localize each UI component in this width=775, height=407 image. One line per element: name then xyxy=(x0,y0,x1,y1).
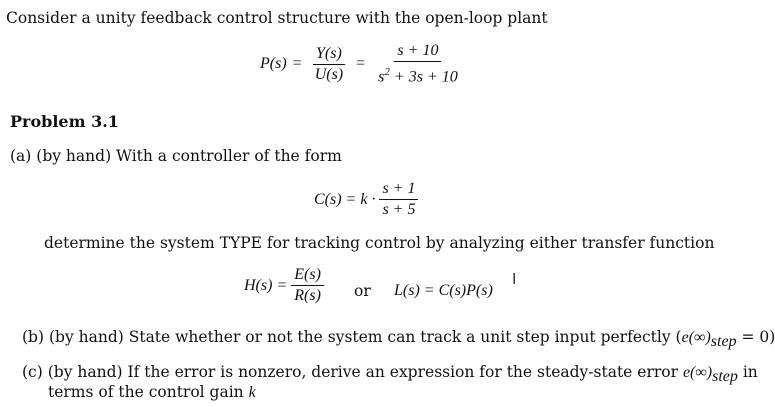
part-b-tail: = 0) xyxy=(736,328,775,346)
intro-text: Consider a unity feedback control structure with the open-loop plant xyxy=(6,9,548,27)
part-c-tail: in xyxy=(737,363,758,381)
controller-den: s + 5 xyxy=(382,201,416,218)
plant-equation xyxy=(260,42,465,86)
plant-equals-1: = xyxy=(292,55,302,73)
l-equation: L(s) = C(s)P(s) xyxy=(394,282,493,299)
plant-equals-2: = xyxy=(356,55,366,73)
plant-frac1-den: U(s) xyxy=(314,65,344,83)
part-c-gain: k xyxy=(248,384,256,401)
part-c-line-2 xyxy=(48,382,256,403)
determine-text: determine the system TYPE for tracking control by analyzing either transfer function xyxy=(44,234,715,252)
text-cursor-icon: I xyxy=(512,270,517,288)
controller-equation xyxy=(314,180,422,219)
part-b-label: (b) xyxy=(22,328,45,346)
part-a-line xyxy=(10,146,342,166)
plant-lhs: P(s) xyxy=(260,55,287,73)
plant-fraction-yu xyxy=(312,45,346,84)
part-c-sub: step xyxy=(712,368,738,386)
plant-frac1-num: Y(s) xyxy=(313,45,345,65)
plant-frac2-num: s + 10 xyxy=(394,42,441,62)
problem-heading: Problem 3.1 xyxy=(10,112,119,131)
controller-num: s + 1 xyxy=(379,180,418,200)
h-lhs: H(s) = xyxy=(244,276,288,294)
plant-fraction-poly xyxy=(375,42,461,86)
part-a-text: (by hand) With a controller of the form xyxy=(36,147,342,165)
part-c-math: e(∞) xyxy=(682,364,713,381)
part-c-text: (by hand) If the error is nonzero, derive an expression for the steady-state error xyxy=(47,363,683,381)
controller-fraction xyxy=(379,180,418,219)
part-b-sub: step xyxy=(710,333,737,351)
h-fraction xyxy=(291,266,324,305)
h-num: E(s) xyxy=(291,266,324,286)
or-text: or xyxy=(354,282,371,300)
plant-frac2-den: $s^2 + 3s + 10$ xyxy=(378,66,458,86)
part-b-text: (by hand) State whether or not the system can track a unit step input perfectly ( xyxy=(48,328,682,346)
part-c-line2-text: terms of the control gain xyxy=(48,383,249,401)
part-b-line xyxy=(22,327,775,352)
part-a-label: (a) xyxy=(10,147,32,165)
part-b-math: e(∞) xyxy=(681,329,711,346)
h-den: R(s) xyxy=(294,287,321,304)
part-c-label: (c) xyxy=(22,363,43,381)
controller-lhs: C(s) = k · xyxy=(314,190,376,208)
h-equation xyxy=(244,266,328,305)
